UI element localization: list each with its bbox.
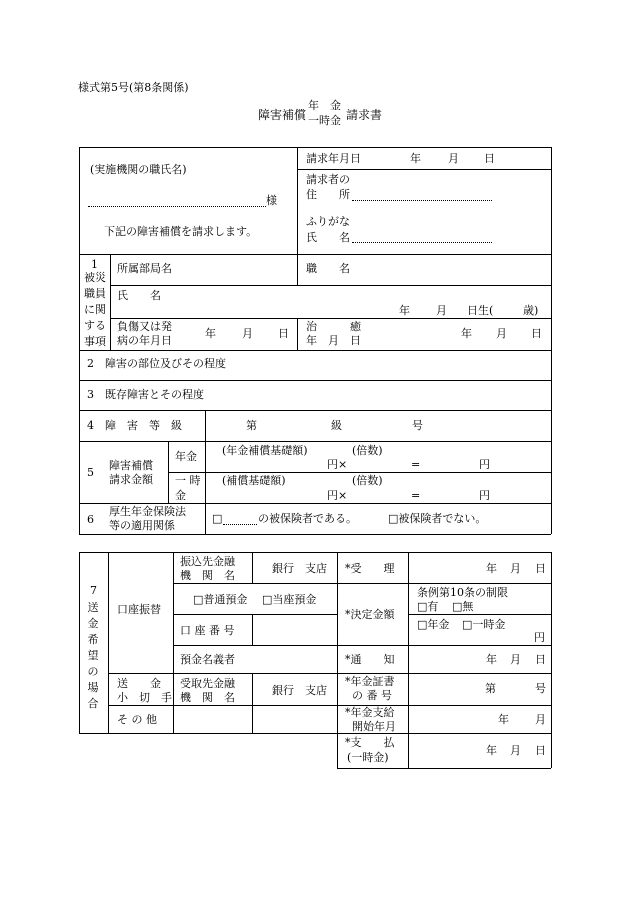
agency-label: (実施機関の職氏名) [90, 163, 187, 176]
toza-checkbox[interactable]: □当座預金 [262, 593, 317, 606]
koza-label: 口座振替 [117, 603, 161, 616]
sec2-label: 2 障害の部位及びその程度 [87, 357, 226, 370]
furigana-label: ふりがな [306, 215, 350, 228]
type-nenkin-checkbox[interactable]: □年金 [417, 618, 450, 631]
title-right: 請求書 [346, 108, 383, 122]
employee-name-label: 氏 名 [117, 289, 161, 302]
job-label: 職 名 [306, 262, 350, 275]
sec4-label: 4 障 害 等 級 [87, 419, 182, 432]
limit-no-checkbox[interactable]: □無 [452, 600, 474, 613]
limit-yes-checkbox[interactable]: □有 [417, 600, 439, 613]
title-bottom: 一時金 [308, 114, 341, 127]
insured-checkbox[interactable]: □ [212, 512, 223, 525]
sec5-label-1: 障害補償 [109, 459, 153, 472]
dept-label: 所属部局名 [117, 262, 172, 275]
title-top: 年 金 [308, 99, 341, 112]
request-date-label: 請求年月日 [306, 152, 361, 165]
sec1-side-label: 被災職員に関する事項 [84, 271, 106, 348]
title-left: 障害補償 [258, 108, 307, 122]
form-number: 様式第5号(第8条関係) [78, 81, 189, 94]
sama-label: 様 [266, 194, 277, 207]
futsu-checkbox[interactable]: □普通預金 [193, 593, 248, 606]
claimant-label: 請求者の [306, 173, 350, 186]
sec5-label-2: 請求金額 [109, 473, 153, 486]
claimant-name-label: 氏 名 [306, 231, 350, 244]
sec3-label: 3 既存障害とその程度 [87, 388, 204, 401]
type-ichiji-checkbox[interactable]: □一時金 [462, 618, 506, 631]
request-text: 下記の障害補償を請求します。 [104, 225, 258, 238]
remittance-side-label: 送金希望の場合 [87, 601, 99, 710]
not-insured-checkbox[interactable]: □被保険者でない。 [388, 512, 487, 525]
address-label: 住 所 [306, 188, 350, 201]
